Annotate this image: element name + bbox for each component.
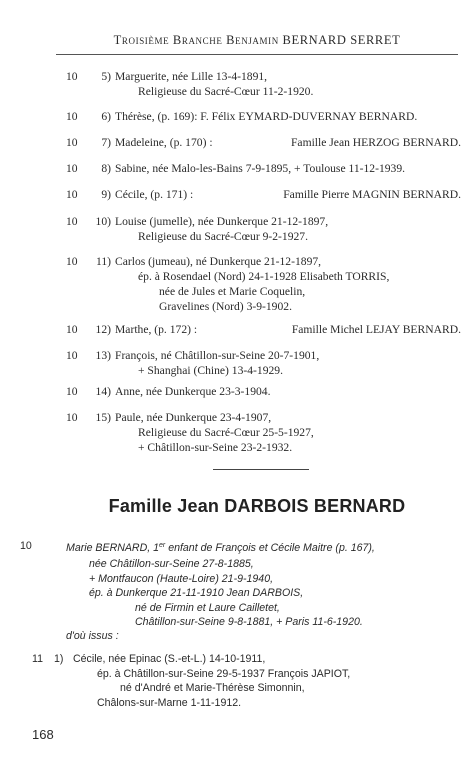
entry-line: + Châtillon-sur-Seine 23-2-1932. (138, 441, 293, 454)
entry-line: Religieuse du Sacré-Cœur 11-2-1920. (138, 85, 314, 98)
child-number: 8) (101, 162, 111, 175)
child-number: 15) (95, 411, 111, 424)
entry-line: Louise (jumelle), née Dunkerque 21-12-1897, (115, 215, 329, 228)
child-number: 9) (101, 188, 111, 201)
entry-line: née de Jules et Marie Coquelin, (159, 285, 306, 298)
detail-line: né de Firmin et Laure Cailletet, (135, 601, 280, 614)
generation-number: 10 (66, 349, 78, 362)
detail-line: + Montfaucon (Haute-Loire) 21-9-1940, (89, 572, 274, 585)
generation-number: 10 (66, 255, 78, 268)
entry-line: Paule, née Dunkerque 23-4-1907, (115, 411, 272, 424)
child-number: 1) (54, 653, 64, 665)
family-reference: Famille Michel LEJAY BERNARD. (291, 323, 461, 336)
child-line: ép. à Châtillon-sur-Seine 29-5-1937 François JAPIOT, (97, 667, 351, 680)
entry-line: Carlos (jumeau), né Dunkerque 21-12-1897, (115, 255, 322, 268)
family-reference: Famille Jean HERZOG BERNARD. (290, 136, 461, 149)
generation-number: 10 (66, 188, 78, 201)
generation-number: 11 (32, 653, 43, 665)
ordinal-suffix: er (159, 542, 166, 549)
detail-line: née Châtillon-sur-Seine 27-8-1885, (89, 558, 254, 570)
generation-number: 10 (66, 411, 78, 424)
entry-line: + Shanghai (Chine) 13-4-1929. (138, 364, 283, 377)
person-name: Marie BERNARD, 1 (66, 542, 160, 554)
page-number: 168 (32, 727, 54, 742)
entry-line: Cécile, (p. 171) : (115, 188, 194, 201)
generation-number: 10 (66, 162, 78, 175)
entry-line: Madeleine, (p. 170) : (115, 136, 213, 149)
child-number: 5) (101, 70, 111, 83)
generation-number: 10 (66, 215, 78, 228)
generation-number: 10 (66, 110, 78, 123)
section-title: Famille Jean DARBOIS BERNARD (108, 496, 406, 516)
section-separator (213, 469, 309, 470)
child-number: 13) (95, 349, 111, 362)
child-number: 14) (95, 385, 111, 398)
entry-line: Anne, née Dunkerque 23-3-1904. (115, 385, 271, 398)
generation-number: 10 (66, 323, 78, 336)
entry-line: enfant de François et Cécile Maitre (p. 167), (165, 542, 375, 554)
generation-number: 10 (20, 540, 32, 552)
child-line: Châlons-sur-Marne 1-11-1912. (97, 696, 242, 709)
child-line: né d'André et Marie-Thérèse Simonnin, (120, 682, 305, 694)
header-rule (56, 54, 458, 55)
child-number: 12) (95, 323, 111, 336)
detail-line: Châtillon-sur-Seine 9-8-1881, + Paris 11-6-1920. (135, 616, 363, 628)
entry-line: Thérèse, (p. 169): F. Félix EYMARD-DUVERNAY BERNARD. (115, 110, 418, 123)
issue-label: d'où issus : (66, 630, 119, 642)
detail-line: ép. à Dunkerque 21-11-1910 Jean DARBOIS, (89, 587, 304, 599)
child-number: 7) (101, 136, 111, 149)
entry-line: Sabine, née Malo-les-Bains 7-9-1895, + Toulouse 11-12-1939. (115, 162, 406, 175)
entry-line: François, né Châtillon-sur-Seine 20-7-1901, (115, 349, 320, 362)
child-number: 6) (101, 110, 111, 123)
entry-line: Marthe, (p. 172) : (115, 323, 198, 336)
generation-number: 10 (66, 385, 78, 398)
child-number: 11) (95, 255, 111, 268)
entry-line: ép. à Rosendael (Nord) 24-1-1928 Elisabeth TORRIS, (138, 270, 390, 283)
entry-line: Religieuse du Sacré-Cœur 25-5-1927, (138, 426, 314, 439)
family-reference: Famille Pierre MAGNIN BERNARD. (283, 188, 461, 201)
entry-line: Gravelines (Nord) 3-9-1902. (159, 300, 292, 313)
child-number: 10) (95, 215, 111, 228)
entry-line: Religieuse du Sacré-Cœur 9-2-1927. (138, 230, 309, 243)
generation-number: 10 (66, 136, 78, 149)
entry-line: Marguerite, née Lille 13-4-1891, (115, 70, 268, 83)
generation-number: 10 (66, 70, 78, 83)
running-header: Troisième Branche Benjamin BERNARD SERRET (113, 33, 401, 47)
child-line: Cécile, née Epinac (S.-et-L.) 14-10-1911, (73, 653, 266, 665)
